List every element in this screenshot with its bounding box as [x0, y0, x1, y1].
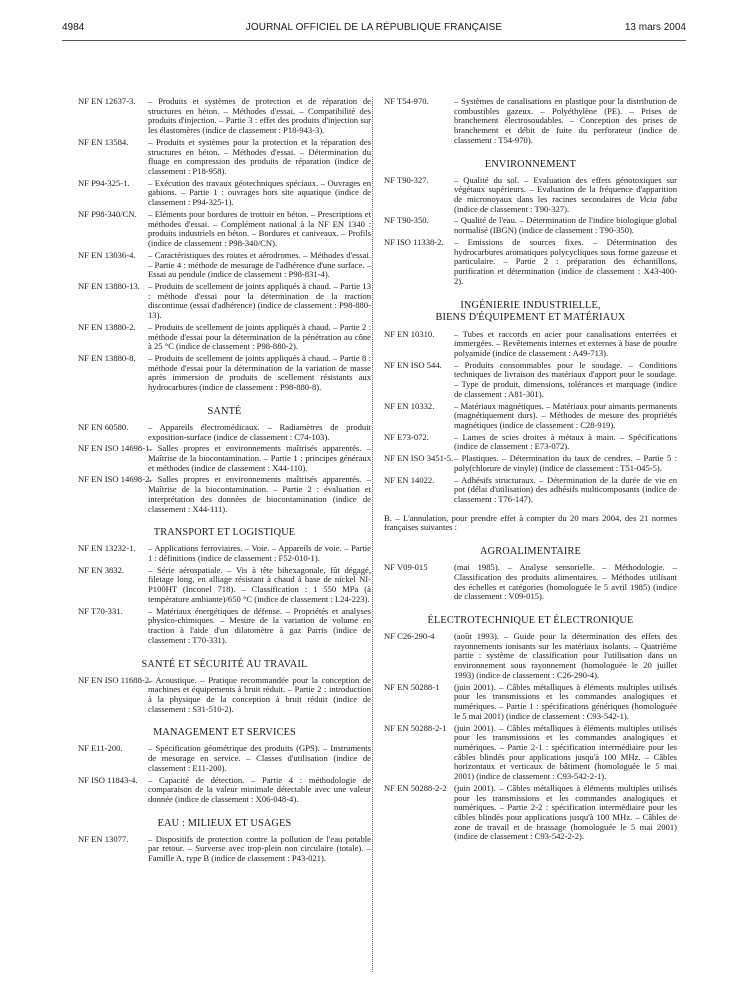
standard-code: NF EN 13880-13. — [78, 280, 140, 291]
standard-entry — [78, 676, 371, 715]
standard-code: NF EN ISO 14698-2. — [78, 474, 152, 485]
standard-code: NF EN 13036-4. — [78, 249, 136, 260]
standard-description: – Qualité de l'eau. – Détermination de l'indice biologique global normalisé (IBGN) (indice de classement : T90-350). — [454, 215, 677, 236]
standard-entry — [78, 544, 371, 563]
standard-entry — [78, 444, 371, 473]
standard-entry — [384, 632, 677, 681]
standard-description: – Produits de scellement de joints appliqués à chaud. – Partie 2 : méthode d'essai pour la détermination de la pénétration au cône à 25 °C (indice de classement : P98-880-2). — [148, 321, 371, 352]
standard-entry — [384, 433, 677, 452]
left-column — [78, 97, 371, 866]
standard-entry — [78, 282, 371, 321]
standard-description: – Adhésifs structuraux. – Détermination de la durée de vie en pot (délai d'utilisation) des adhésifs multicomposants (indice de classement : T76-147). — [454, 474, 677, 504]
standard-code: NF T70-331. — [78, 605, 123, 616]
standard-code: NF EN 50288-2-1 — [384, 722, 447, 733]
standard-entry — [78, 776, 371, 805]
standard-entry — [78, 210, 371, 249]
standard-description: – Lames de scies droites à métaux à main. – Spécifications (indice de classement : E73-072). — [454, 431, 677, 452]
standard-code: NF ISO 11843-4. — [78, 774, 138, 785]
entries-group-transport — [78, 544, 371, 645]
section-heading-ingenierie-line2: BIENS D'ÉQUIPEMENT ET MATÉRIAUX — [435, 311, 626, 323]
standard-description: – Applications ferroviaires. – Voie. – Appareils de voie. – Partie 1 : définitions (indice de classement : F52-010-1). — [148, 543, 371, 564]
standard-code: NF EN 50288-2-2 — [384, 782, 447, 793]
standard-entry — [384, 402, 677, 431]
journal-title: JOURNAL OFFICIEL DE LA RÉPUBLIQUE FRANÇAISE — [245, 22, 503, 33]
standard-code: NF EN 10332. — [384, 400, 435, 411]
standard-entry — [384, 330, 677, 359]
standard-entry — [78, 475, 371, 514]
entries-group-eau — [78, 835, 371, 864]
standard-code: NF V09-015 — [384, 562, 428, 573]
entries-group-ingenierie — [384, 330, 677, 505]
section-heading-electrotechnique: ÉLECTROTECHNIQUE ET ÉLECTRONIQUE — [427, 615, 634, 627]
publication-date: 13 mars 2004 — [624, 22, 686, 33]
standard-description: – Caractéristiques des routes et aérodromes. – Méthodes d'essai. – Partie 4 : méthode de mesurage de l'adhérence d'une surface. – Essai au pendule (indice de classement : P98-831-4). — [148, 249, 371, 280]
standard-code: NF EN 13584. — [78, 136, 129, 147]
standard-code: NF T90-350. — [384, 215, 429, 226]
standard-description: – Appareils électromédicaux. – Radiamètres de produit exposition-surface (indice de classement : C74-103). — [148, 421, 371, 442]
standard-entry — [78, 251, 371, 280]
standard-code: NF P98-340/CN. — [78, 208, 137, 219]
standard-description: – Capacité de détection. – Partie 4 : méthodologie de comparaison de la valeur minimale détectable avec une valeur donnée (indice de classement : X06-048-4). — [148, 774, 371, 804]
standard-code: NF EN 60580. — [78, 421, 129, 432]
section-heading-sante-securite: SANTÉ ET SÉCURITÉ AU TRAVAIL — [141, 658, 308, 670]
standard-entry — [384, 238, 677, 287]
standard-code: NF EN ISO 14698-1. — [78, 443, 152, 454]
standard-description: (juin 2001). – Câbles métalliques à éléments multiples utilisés pour les transmissions et les commandes analogiques et numériques. – Partie 2-2 : spécification intermédiaire pour les câbles blindés pour applications jusqu'à 100 MHz. – Câbles de zone de travail et de brassage (homologuée le 5 mai 2001) (indice de classement : C93-542-2-2). — [454, 782, 677, 842]
standard-code: NF EN 3832. — [78, 564, 125, 575]
standard-description: – Produits de scellement de joints appliqués à chaud. – Partie 8 : méthode d'essai pour la détermination de la variation de masse après immersion de produits de scellement résistants aux hydrocarbures (indice de classement : P98-880-8). — [148, 352, 371, 393]
entries-group-environnement — [384, 176, 677, 287]
standard-code: NF EN ISO 3451-5. — [384, 453, 454, 464]
section-heading-eau: EAU : MILIEUX ET USAGES — [157, 817, 292, 829]
standard-code: NF T54-970. — [384, 96, 429, 106]
standard-description: – Exécution des travaux géotechniques spéciaux. – Ouvrages en gabions. – Partie 1 : ouvrages hors site aquatique (indice de classement : P94-325-1). — [148, 177, 371, 208]
standard-entry — [78, 138, 371, 177]
standard-description: (juin 2001). – Câbles métalliques à éléments multiples utilisés pour les transmissions et les commandes analogiques et numériques. – Partie 1 : spécifications génériques (homologuée le 5 mai 2001) (indice de classement : C93-542-1). — [454, 681, 677, 721]
standard-code: NF EN 12637-3. — [78, 96, 136, 106]
section-heading-sante: SANTÉ — [207, 405, 242, 417]
standard-description: – Spécification géométrique des produits (GPS). – Instruments de mesurage en service. – Classes d'utilisation (indice de classement : E11-200). — [148, 743, 371, 773]
entries-group-construction — [78, 97, 371, 393]
standard-code: NF EN 13232-1. — [78, 543, 136, 554]
entries-group-agroalimentaire — [384, 563, 677, 602]
section-heading-ingenierie: INGÉNIERIE INDUSTRIELLE, — [460, 299, 601, 311]
section-heading-environnement: ENVIRONNEMENT — [484, 158, 577, 170]
entries-group-management — [78, 744, 371, 804]
standard-entry — [384, 724, 677, 782]
standard-description: – Dispositifs de protection contre la pollution de l'eau potable par retour. – Surverse avec trop-plein non circulaire (totale). – Famille A, type B (indice de classement : P43-021). — [148, 833, 371, 864]
standard-code: NF EN ISO 11688-2. — [78, 674, 152, 685]
standard-code: NF EN 13077. — [78, 833, 129, 844]
standard-description: – Plastiques. – Détermination du taux de cendres. – Partie 5 : poly(chlorure de vinyle) (indice de classement : T51-045-5). — [454, 453, 677, 473]
standard-entry — [384, 563, 677, 602]
standard-code: NF EN 13880-2. — [78, 321, 136, 332]
page-number: 4984 — [62, 22, 85, 33]
standard-description: – Salles propres et environnements maîtrisés apparentés. – Maîtrise de la biocontamination. – Partie 2 : évaluation et interprétation des données de biocontamination (indice de classement : X44-111). — [148, 474, 371, 514]
entries-group-sante — [78, 423, 371, 514]
standard-code: NF EN 13880-8. — [78, 352, 136, 363]
standard-entry — [78, 744, 371, 773]
standard-description: (juin 2001). – Câbles métalliques à éléments multiples utilisés pour les transmissions et les commandes analogiques et numériques. – Partie 2-1 : spécification intermédiaire pour les câbles blindés pour applications jusqu'à 100 MHz. – Câbles horizontaux et verticaux de bâtiment (homologuée le 5 mai 2001) (indice de classement : C93-542-2-1). — [454, 722, 677, 782]
standard-entry — [78, 179, 371, 208]
standard-entry — [78, 423, 371, 442]
standard-code: NF P94-325-1. — [78, 177, 130, 188]
standard-code: NF EN ISO 544. — [384, 359, 442, 370]
standard-entry — [384, 97, 677, 146]
standard-entry — [384, 454, 677, 473]
section-heading-management: MANAGEMENT ET SERVICES — [153, 727, 296, 739]
standard-description: – Matériaux énergétiques de défense. – Propriétés et analyses physico-chimiques. – Mesure de la variation de volume en traction à l'aide d'un dilatomètre à gaz Parris (indice de classement : T70-331). — [148, 605, 371, 645]
standard-description: – Eléments pour bordures de trottoir en béton. – Prescriptions et méthodes d'essai. – Complément national à la NF EN 1340 : produits industriels en béton. – Bordures et caniveaux. – Profils (indice de classement : P98-340/CN). — [148, 208, 371, 249]
standard-description: – Salles propres et environnements maîtrisés apparentés. – Maîtrise de la biocontamination. – Partie 1 : principes généraux et méthodes (indice de classement : X44-110). — [148, 443, 371, 473]
standard-description: (août 1993). – Guide pour la détermination des effets des rayonnements ionisants sur les matériaux isolants. – Quatrième partie : système de classification pour l'utilisation dans un environnement sous rayonnement (homologuée le 20 juillet 1993) (indice de classement : C26-290-4). — [454, 631, 677, 680]
standard-code: NF E73-072. — [384, 431, 429, 442]
standard-description: – Produits et systèmes pour la protection et la réparation des structures en béton. – Méthodes d'essai. – Détermination du fluage en compression des produits de réparation (indice de classement : P18-958). — [148, 136, 371, 177]
standard-entry — [384, 476, 677, 505]
standard-entry — [78, 566, 371, 605]
standard-entry — [78, 607, 371, 646]
standard-entry — [78, 323, 371, 352]
standard-description: – Produits de scellement de joints appliqués à chaud. – Partie 13 : méthode d'essai pour la détermination de la traction discontinue (essai d'adhérence) (indice de classement : P98-880-13). — [148, 280, 371, 321]
standard-description: – Produits et systèmes de protection et de réparation de structures en béton. – Méthodes d'essai. – Compatibilité des produits d'injection. – Partie 3 : effet des produits d'injection sur les élastomères (indice de classement : P18-943-3). — [148, 96, 371, 136]
standard-entry — [384, 176, 677, 215]
paragraph-annulation: B. – L'annulation, pour prendre effet à compter du 20 mars 2004, des 21 normes françaises suivantes : — [384, 512, 677, 533]
standard-entry — [78, 354, 371, 393]
standard-entry — [384, 361, 677, 400]
standard-code: NF C26-290-4 — [384, 631, 435, 642]
standard-entry — [384, 216, 677, 235]
entries-group-electrotechnique — [384, 632, 677, 842]
standard-code: NF EN 14022. — [384, 474, 435, 485]
section-heading-agroalimentaire: AGROALIMENTAIRE — [480, 546, 581, 558]
right-column — [384, 97, 677, 844]
standard-entry — [384, 683, 677, 722]
standard-entry — [78, 97, 371, 136]
standard-description: – Systèmes de canalisations en plastique pour la distribution de combustibles gazeux. – Polyéthylène (PE). – Prises de branchement électrosoudables. – Conception des prises de branchement et débit de fuite du perforateur (indice de classement : T54-970). — [454, 96, 677, 145]
standard-description: – Acoustique. – Pratique recommandée pour la conception de machines et équipements à bruit réduit. – Partie 2 : introduction à la physique de la conception à bruit réduit (indice de classement : S31-510-2). — [148, 674, 371, 714]
section-heading-transport: TRANSPORT ET LOGISTIQUE — [153, 527, 296, 539]
entries-group-sante-securite — [78, 676, 371, 715]
entries-group-top — [384, 97, 677, 146]
standard-entry — [78, 835, 371, 864]
standard-code: NF EN 50288-1 — [384, 681, 440, 692]
standard-description: – Tubes et raccords en acier pour canalisations enterrées et immergées. – Revêtements internes et externes à base de poudre polyamide (indice de classement : A49-713). — [454, 328, 677, 358]
standard-description: – Emissions de sources fixes. – Détermination des hydrocarbures aromatiques polycycliques sous forme gazeuse et particulaire. – Partie 2 : préparation des échantillons, purification et détermination (indice de classement : X43-400-2). — [454, 236, 677, 286]
standard-description: – Qualité du sol. – Evaluation des effets génotoxiques sur végétaux supérieurs. – Evaluation de la fréquence d'apparition de micronoyaux dans les racines secondaires de Vicia faba (indice de classement : T90-327). — [454, 174, 677, 214]
standard-code: NF EN 10310. — [384, 328, 435, 339]
standard-code: NF E11-200. — [78, 743, 123, 754]
standard-description: – Produits consommables pour le soudage. – Conditions techniques de livraison des matériaux d'apport pour le soudage. – Type de produit, dimensions, tolérances et marquage (indice de classement : A81-301). — [454, 359, 677, 399]
standard-description: (mai 1985). – Analyse sensorielle. – Méthodologie. – Classification des produits alimentaires. – Méthodes utilisant des échelles et catégories (homologuée le 5 avril 1985) (indice de classement : V09-015). — [454, 562, 677, 602]
page-header — [62, 20, 686, 41]
standard-description: – Série aérospatiale. – Vis à tête bihexagonale, fût dégagé, filetage long, en alliage résistant à chaud à base de nickel NI-P100HT (Inconel 718). – Classification : 1 550 MPa (à température ambiante)/650 °C (indice de classement : L24-223). — [148, 564, 371, 604]
standard-code: NF T90-327. — [384, 174, 429, 185]
standard-description: – Matériaux magnétiques. – Matériaux pour aimants permanents (magnétiquement durs). – Méthodes de mesure des propriétés magnétiques (indice de classement : C28-919). — [454, 400, 677, 430]
standard-entry — [384, 784, 677, 842]
column-divider — [372, 97, 373, 972]
standard-code: NF ISO 11338-2. — [384, 236, 444, 247]
